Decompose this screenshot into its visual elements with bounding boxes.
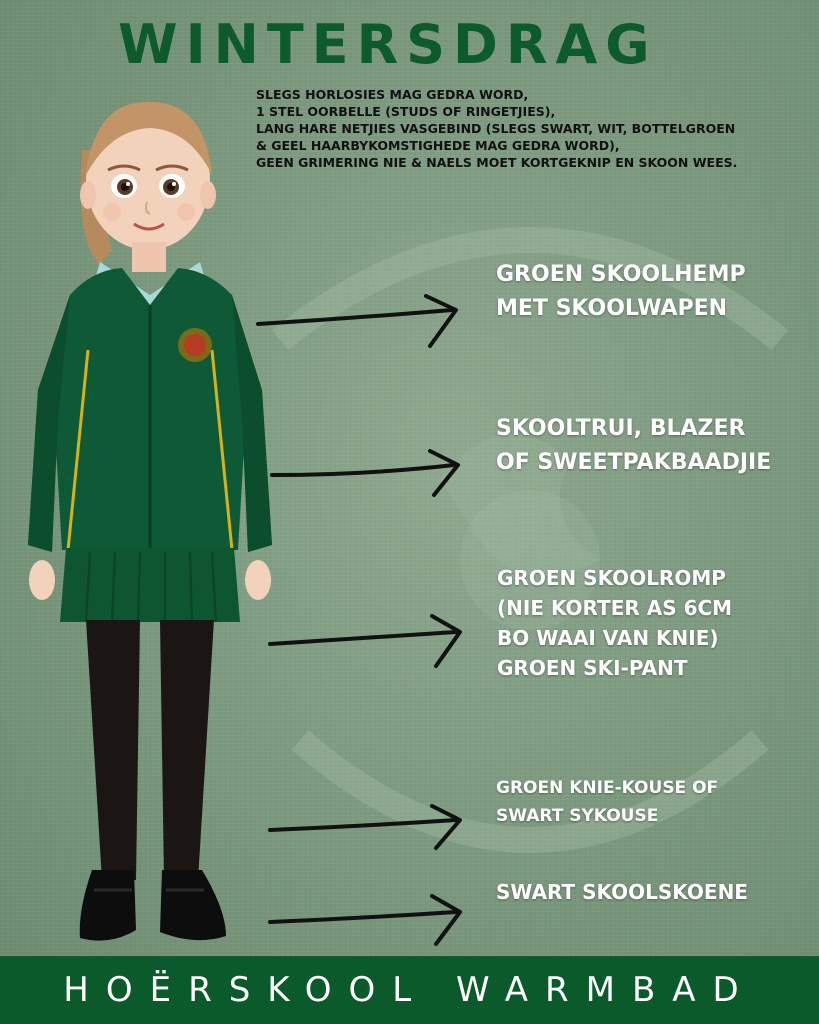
item-label-line: MET SKOOLWAPEN <box>496 296 728 321</box>
school-name: HOËRSKOOL WARMBAD <box>63 970 756 1010</box>
item-label-shirt <box>496 258 746 326</box>
accessory-rules <box>256 86 816 171</box>
item-label-line: SWART SYKOUSE <box>496 806 659 826</box>
item-label-line: GROEN SKI-PANT <box>497 656 688 680</box>
item-label-skirt <box>497 563 732 683</box>
student-illustration <box>0 90 300 960</box>
item-label-line: BO WAAI VAN KNIE) <box>497 626 719 650</box>
item-label-socks <box>496 774 718 830</box>
arrow-shoes <box>268 892 468 950</box>
rule-line: LANG HARE NETJIES VASGEBIND (SLEGS SWART, WIT, BOTTELGROEN <box>256 121 736 136</box>
page-title: WINTERSDRAG <box>118 13 658 76</box>
rule-line: GEEN GRIMERING NIE & NAELS MOET KORTGEKNIP EN SKOON WEES. <box>256 155 738 170</box>
arrow-shirt <box>256 290 466 354</box>
footer-banner <box>0 956 819 1024</box>
item-label-line: GROEN SKOOLROMP <box>497 566 726 590</box>
arrow-socks <box>268 800 468 858</box>
arrow-skirt <box>268 608 468 674</box>
rule-line: SLEGS HORLOSIES MAG GEDRA WORD, <box>256 87 529 102</box>
item-label-line: SKOOLTRUI, BLAZER <box>496 416 746 441</box>
rule-line: & GEEL HAARBYKOMSTIGHEDE MAG GEDRA WORD), <box>256 138 620 153</box>
arrow-jersey <box>270 445 466 509</box>
item-label-line: GROEN KNIE-KOUSE OF <box>496 778 719 798</box>
item-label-line: SWART SKOOLSKOENE <box>496 880 748 904</box>
item-label-shoes <box>496 876 748 908</box>
item-label-line: OF SWEETPAKBAADJIE <box>496 450 772 475</box>
item-label-jersey <box>496 412 771 480</box>
item-label-line: GROEN SKOOLHEMP <box>496 262 746 287</box>
rule-line: 1 STEL OORBELLE (STUDS OF RINGETJIES), <box>256 104 556 119</box>
item-label-line: (NIE KORTER AS 6CM <box>497 596 733 620</box>
